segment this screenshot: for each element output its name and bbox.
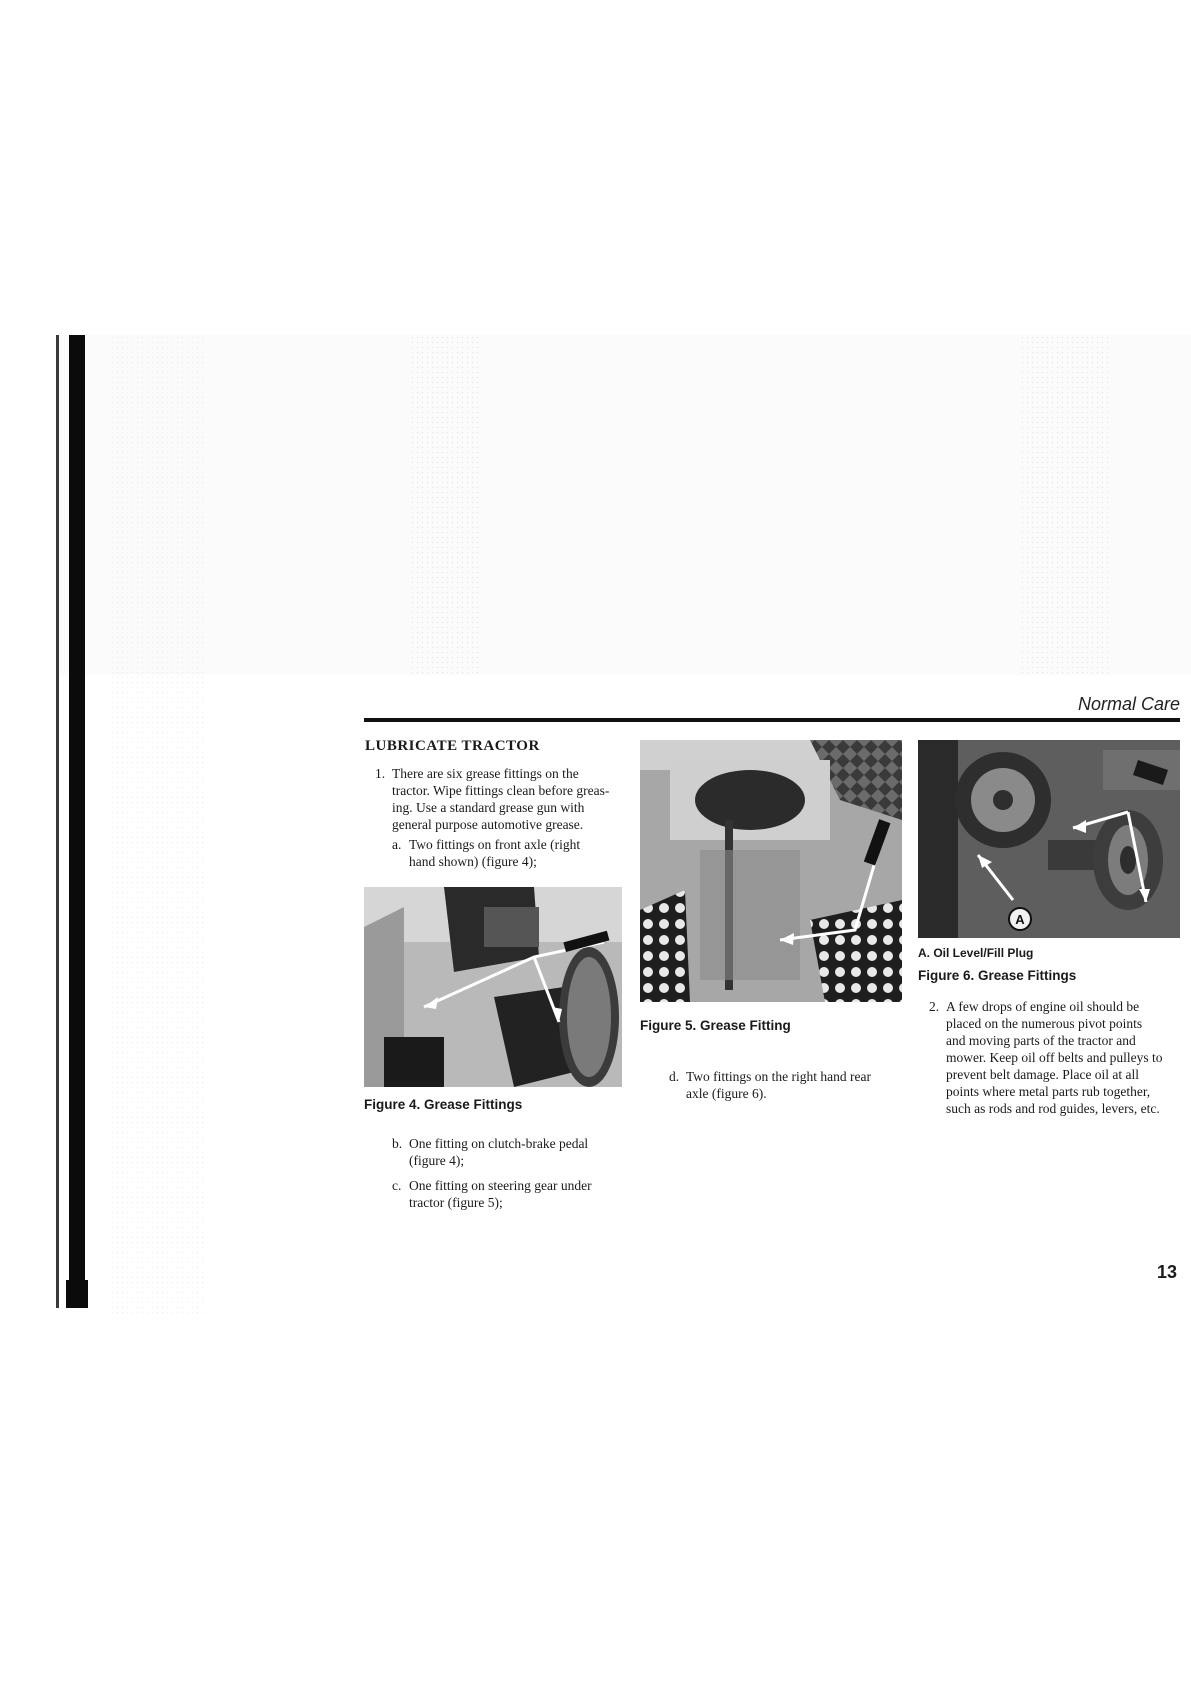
page-heading: LUBRICATE TRACTOR [365,738,540,754]
item-letter: d. [669,1069,680,1084]
text-line: such as rods and rod guides, levers, etc. [946,1101,1160,1116]
header-rule [364,718,1180,722]
scan-stipple [110,335,205,1315]
text-line: One fitting on clutch-brake pedal [409,1136,589,1151]
binding-edge-bar [69,335,85,1308]
text-line: axle (figure 6). [686,1086,767,1101]
text-line: and moving parts of the tractor and [946,1033,1136,1048]
text-line: prevent belt damage. Place oil at all [946,1067,1140,1082]
figure-6-callout-letter: A [1015,912,1025,927]
binding-edge-line [56,335,59,1308]
item-letter: c. [392,1178,402,1193]
item-letter: b. [392,1136,403,1151]
text-line: points where metal parts rub together, [946,1084,1151,1099]
text-line: placed on the numerous pivot points [946,1016,1143,1031]
scan-stipple [1020,335,1110,675]
page-number: 13 [1156,1262,1177,1282]
item-b [392,1135,625,1169]
text-line: general purpose automotive grease. [392,817,584,832]
text-line: One fitting on steering gear under [409,1178,592,1193]
text-line: (figure 4); [409,1153,465,1168]
scan-stipple [410,335,480,675]
text-line: hand shown) (figure 4); [409,854,537,869]
step-number: 1. [375,766,386,781]
figure-5-caption: Figure 5. Grease Fitting [640,1018,791,1033]
step-1 [375,765,625,833]
figure-6-caption: Figure 6. Grease Fittings [918,968,1077,983]
figure-6-callout-label: A. Oil Level/Fill Plug [918,946,1034,960]
step-number: 2. [929,999,940,1014]
text-line: tractor (figure 5); [409,1195,503,1210]
item-letter: a. [392,837,402,852]
item-a [392,836,625,870]
text-line: Two fittings on front axle (right [409,837,581,852]
binding-edge-foot [66,1280,88,1308]
figure-4-photo [364,887,622,1087]
section-title: Normal Care [1077,694,1180,714]
figure-5-photo [640,740,902,1002]
text-line: Two fittings on the right hand rear [686,1069,872,1084]
step-2 [929,998,1179,1117]
text-line: There are six grease fittings on the [392,766,579,781]
text-line: A few drops of engine oil should be [946,999,1140,1014]
text-line: mower. Keep oil off belts and pulleys to [946,1050,1163,1065]
figure-4-caption: Figure 4. Grease Fittings [364,1097,523,1112]
text-line: ing. Use a standard grease gun with [392,800,585,815]
item-d [669,1068,902,1102]
text-line: tractor. Wipe fittings clean before greas- [392,783,610,798]
figure-6-photo [918,740,1180,938]
item-c [392,1177,625,1211]
